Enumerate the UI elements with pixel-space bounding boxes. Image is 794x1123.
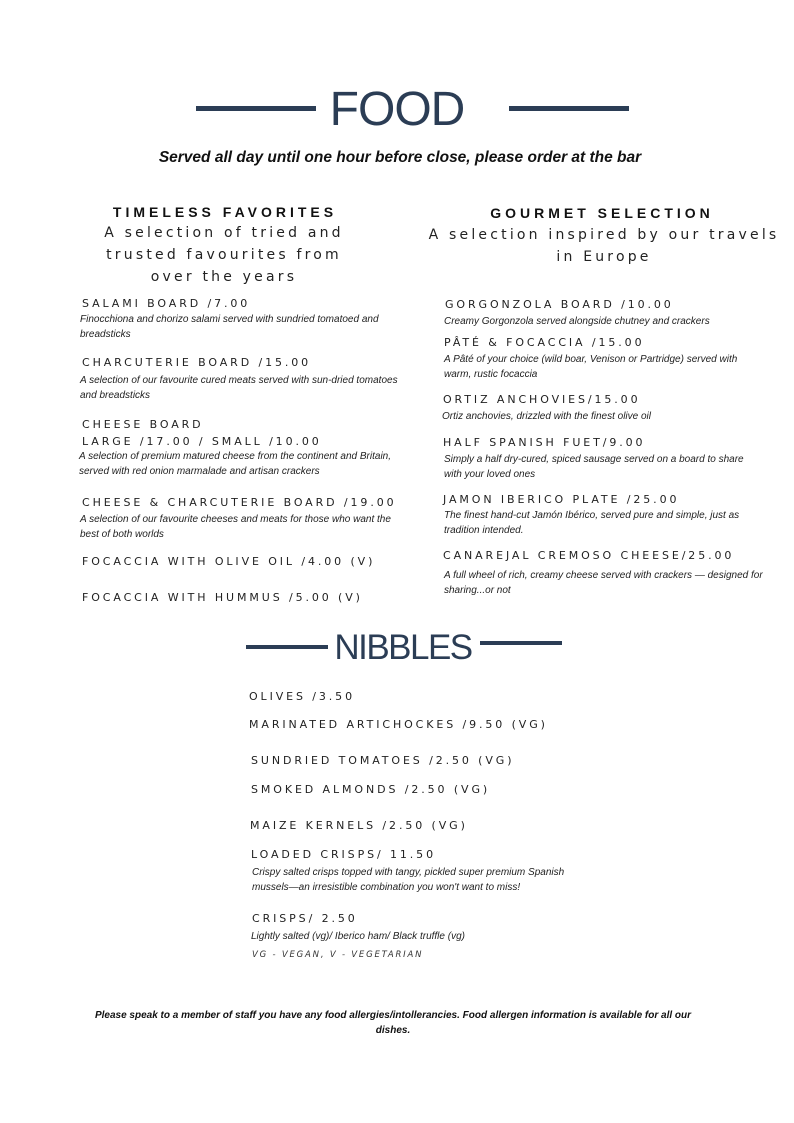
nibbles-item-description: Crispy salted crisps topped with tangy, pickled super premium Spanish mussels—an irresistible combination you won't want to miss! xyxy=(252,867,565,893)
nibbles-item-description: Lightly salted (vg)/ Iberico ham/ Black truffle (vg) xyxy=(251,931,465,942)
menu-item-price-line: LARGE /17.00 / SMALL /10.00 xyxy=(82,435,322,448)
menu-item-description: A selection of our favourite cheeses and meats for those who want the best of both worlds xyxy=(80,514,391,540)
dietary-legend: VG - VEGAN, V - VEGETARIAN xyxy=(252,950,424,960)
menu-item-title: PÂTÉ & FOCACCIA /15.00 xyxy=(444,336,645,349)
allergen-note: Please speak to a member of staff you have any food allergies/intollerancies. Food allergen information is available for all our dishes. xyxy=(94,1010,692,1036)
nibbles-item-title: LOADED CRISPS/ 11.50 xyxy=(251,848,436,861)
menu-item-title: HALF SPANISH FUET/9.00 xyxy=(443,436,646,449)
nibbles-title: NIBBLES xyxy=(334,628,472,667)
menu-item-description: A selection of our favourite cured meats served with sun-dried tomatoes and breadsticks xyxy=(80,375,398,401)
gourmet-description: A selection inspired by our travels in Europe xyxy=(428,227,780,265)
menu-item-title: FOCACCIA WITH OLIVE OIL /4.00 (V) xyxy=(82,555,376,568)
nibbles-item-title: MARINATED ARTICHOCKES /9.50 (VG) xyxy=(249,718,548,731)
menu-item-title: GORGONZOLA BOARD /10.00 xyxy=(445,298,674,311)
gourmet-heading: GOURMET SELECTION xyxy=(490,205,714,221)
menu-item-description: A selection of premium matured cheese from the continent and Britain, served with red onion marmalade and artisan crackers xyxy=(79,451,392,477)
menu-item-description: Creamy Gorgonzola served alongside chutney and crackers xyxy=(444,316,710,327)
menu-item-title: SALAMI BOARD /7.00 xyxy=(82,297,251,310)
timeless-heading: TIMELESS FAVORITES xyxy=(112,204,338,220)
menu-item-description: Ortiz anchovies, drizzled with the finest olive oil xyxy=(442,411,651,422)
menu-item-title: ORTIZ ANCHOVIES/15.00 xyxy=(443,393,641,406)
nibbles-item-title: CRISPS/ 2.50 xyxy=(252,912,358,925)
menu-item-description: The finest hand-cut Jamón Ibérico, served pure and simple, just as tradition intended. xyxy=(444,510,740,536)
menu-item-title: JAMON IBERICO PLATE /25.00 xyxy=(443,493,680,506)
menu-item-title: CANAREJAL CREMOSO CHEESE/25.00 xyxy=(443,549,735,562)
menu-item-description: Simply a half dry-cured, spiced sausage served on a board to share with your loved ones xyxy=(444,454,744,480)
menu-item-title: CHEESE BOARD xyxy=(82,418,204,431)
menu-item-title: CHEESE & CHARCUTERIE BOARD /19.00 xyxy=(82,496,397,509)
page-subtitle: Served all day until one hour before close, please order at the bar xyxy=(158,149,642,166)
menu-item-description: A Pâté of your choice (wild boar, Venison or Partridge) served with warm, rustic focaccia xyxy=(444,354,738,380)
nibbles-item-title: MAIZE KERNELS /2.50 (VG) xyxy=(250,819,468,832)
menu-item-description: Finocchiona and chorizo salami served with sundried tomatoed and breadsticks xyxy=(80,314,379,340)
menu-item-title: FOCACCIA WITH HUMMUS /5.00 (V) xyxy=(82,591,363,604)
menu-item-description: A full wheel of rich, creamy cheese served with crackers — designed for sharing...or not xyxy=(444,570,763,596)
timeless-description: A selection of tried and trusted favourites from over the years xyxy=(104,225,344,285)
page-title: FOOD xyxy=(329,83,465,136)
nibbles-item-title: SUNDRIED TOMATOES /2.50 (VG) xyxy=(251,754,515,767)
nibbles-item-title: OLIVES /3.50 xyxy=(249,690,355,703)
menu-item-title: CHARCUTERIE BOARD /15.00 xyxy=(82,356,312,369)
nibbles-item-title: SMOKED ALMONDS /2.50 (VG) xyxy=(251,783,491,796)
